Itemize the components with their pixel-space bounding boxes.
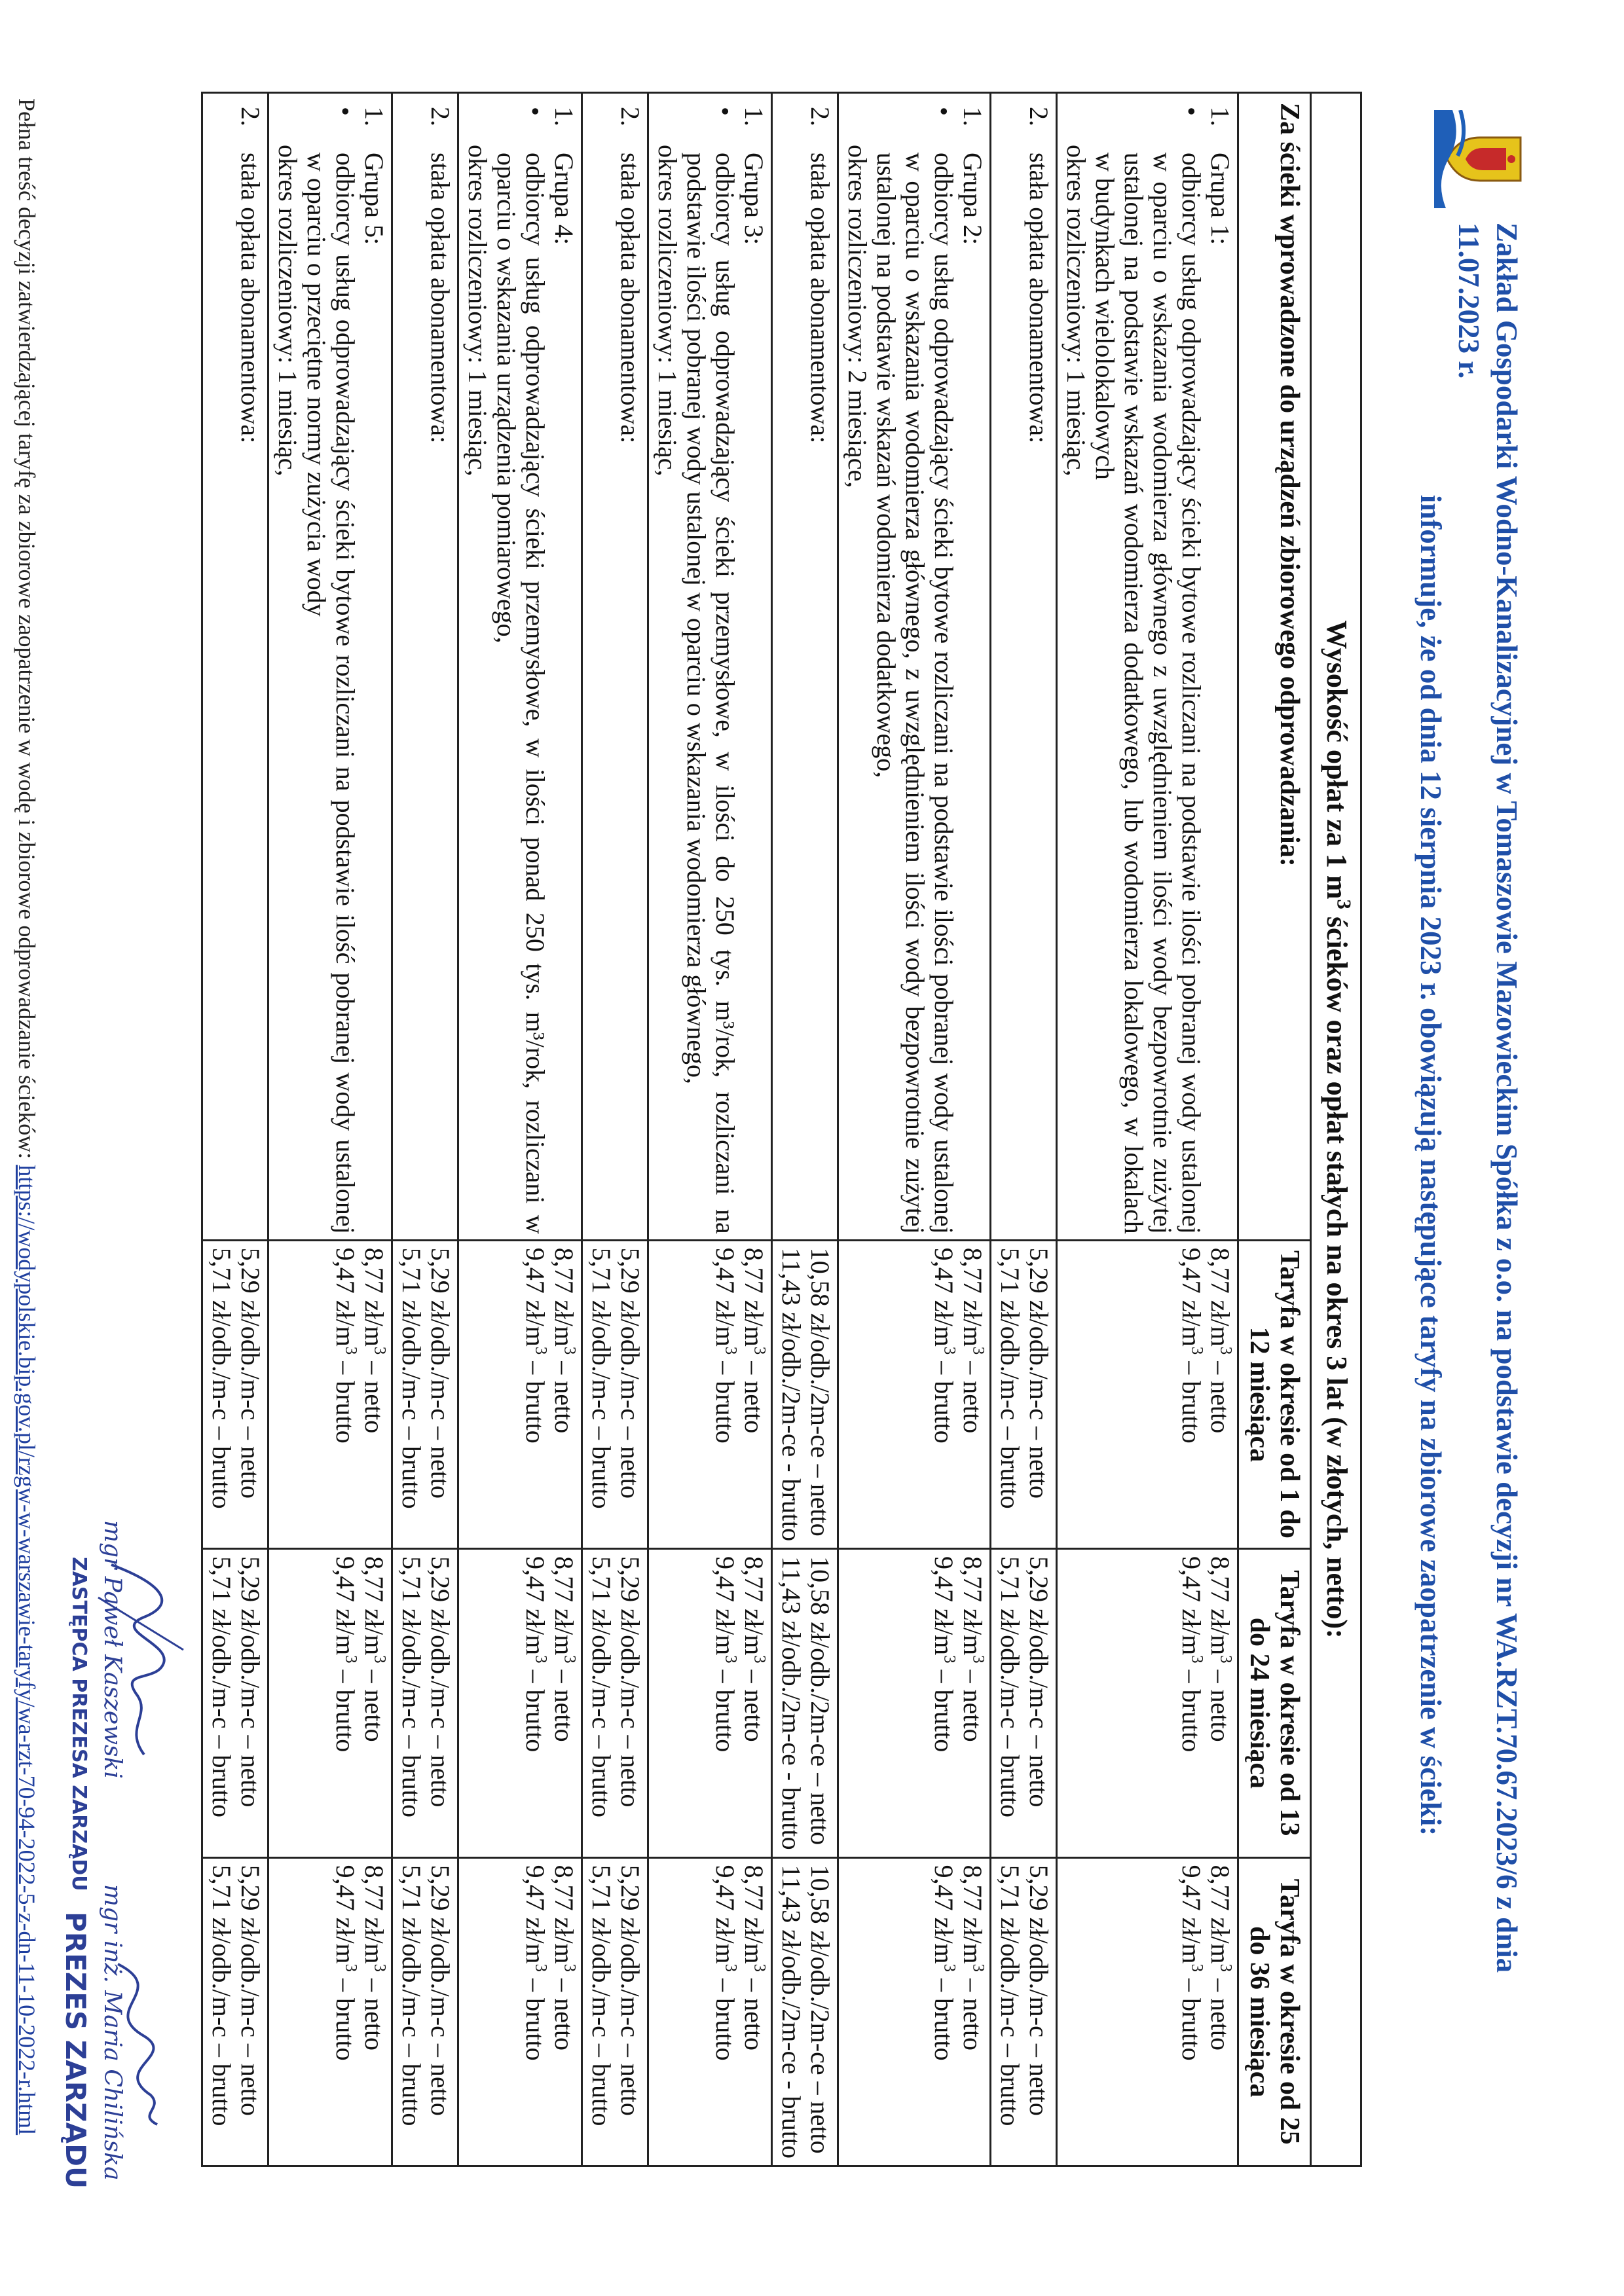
group-row bbox=[838, 93, 991, 2166]
fee-cell-period-3: 10,58 zł/odb./2m-ce – netto 11,43 zł/odb./2m-ce - brutto bbox=[772, 1857, 838, 2166]
group-description-cell: 1. Grupa 3: • odbiorcy usług odprowadzający ścieki przemysłowe, w ilości do 250 tys. m³/rok, rozliczani na podstawie ilości pobranej wody ustalonej w oparciu o wskazania wodomierza głównego, okres rozliczeniowy: 1 miesiąc, bbox=[648, 93, 772, 1241]
group-row bbox=[1057, 93, 1238, 2166]
fee-row bbox=[772, 93, 838, 2166]
fee-cell-period-1: 5,29 zł/odb./m-c – netto 5,71 zł/odb./m-c – brutto bbox=[202, 1240, 268, 1548]
fee-cell-period-2: 10,58 zł/odb./2m-ce – netto 11,43 zł/odb./2m-ce - brutto bbox=[772, 1549, 838, 1857]
table-caption: Wysokość opłat za 1 $m^3$ ścieków oraz opłat stałych na okres 3 lat (w złotych, netto): bbox=[1311, 93, 1361, 2166]
rate-cell-period-3: 8,77 $zł/m^3$ – netto 9,47 $zł/m^3$ – brutto bbox=[458, 1857, 582, 2166]
footer-text: Pełna treść decyzji zatwierdzającej taryfę za zbiorowe zaopatrzenie w wodę i zbiorowe odprowadzanie ścieków: bbox=[14, 98, 40, 1165]
tariff-table bbox=[201, 92, 1362, 2167]
fee-label-cell: 2. stała opłata abonamentowa: bbox=[772, 93, 838, 1241]
fee-cell-period-3: 5,29 zł/odb./m-c – netto 5,71 zł/odb./m-c – brutto bbox=[202, 1857, 268, 2166]
rate-cell-period-1: 8,77 $zł/m^3$ – netto 9,47 $zł/m^3$ – brutto bbox=[458, 1240, 582, 1548]
col-header-1: Taryfa w okresie od 1 do 12 miesiąca bbox=[1238, 1240, 1311, 1548]
rate-cell-period-1: 8,77 $zł/m^3$ – netto 9,47 $zł/m^3$ – brutto bbox=[268, 1240, 392, 1548]
stamp-deputy-title: ZASTĘPCA PREZESA ZARZĄDU bbox=[67, 1557, 90, 1891]
rate-cell-period-2: 8,77 $zł/m^3$ – netto 9,47 $zł/m^3$ – brutto bbox=[648, 1549, 772, 1857]
signature-deputy bbox=[92, 1558, 190, 1781]
rate-cell-period-2: 8,77 $zł/m^3$ – netto 9,47 $zł/m^3$ – brutto bbox=[1057, 1549, 1238, 1857]
group-description-cell: 1. Grupa 1: • odbiorcy usług odprowadzający ścieki bytowe rozliczani na podstawie ilości pobranej wody ustalonej w oparciu o wskazania wodomierza głównego z uwzględnieniem ilości wody bezpowrotnie zużytej ustalonej na podstawie wskazań wodomierza dodatkowego, lub wodomierza lokalowego, w lokalach w budynkach wielolokalowych okres rozliczeniowy: 1 miesiąc, bbox=[1057, 93, 1238, 1241]
section-title: Za ścieki wprowadzone do urządzeń zbiorowego odprowadzania: bbox=[1238, 93, 1311, 1241]
fee-label-cell: 2. stała opłata abonamentowa: bbox=[991, 93, 1057, 1241]
fee-cell-period-3: 5,29 zł/odb./m-c – netto 5,71 zł/odb./m-c – brutto bbox=[582, 1857, 648, 2166]
fee-cell-period-3: 5,29 zł/odb./m-c – netto 5,71 zł/odb./m-c – brutto bbox=[991, 1857, 1057, 2166]
fee-row bbox=[582, 93, 648, 2166]
group-row bbox=[268, 93, 392, 2166]
col-header-3: Taryfa w okresie od 25 do 36 miesiąca bbox=[1238, 1857, 1311, 2166]
rate-cell-period-3: 8,77 $zł/m^3$ – netto 9,47 $zł/m^3$ – brutto bbox=[838, 1857, 991, 2166]
fee-cell-period-2: 5,29 zł/odb./m-c – netto 5,71 zł/odb./m-c – brutto bbox=[582, 1549, 648, 1857]
fee-cell-period-1: 10,58 zł/odb./2m-ce – netto 11,43 zł/odb./2m-ce - brutto bbox=[772, 1240, 838, 1548]
rate-cell-period-3: 8,77 $zł/m^3$ – netto 9,47 $zł/m^3$ – brutto bbox=[1057, 1857, 1238, 2166]
stamp-deputy-name: mgr Paweł Kaszewski bbox=[99, 1520, 126, 1779]
fee-row bbox=[392, 93, 458, 2166]
fee-cell-period-3: 5,29 zł/odb./m-c – netto 5,71 zł/odb./m-c – brutto bbox=[392, 1857, 458, 2166]
header-line-1: Zakład Gospodarki Wodno-Kanalizacyjnej w Tomaszowie Mazowieckim Spółka z o.o. na podstawie decyzji nr WA.RZT.70.67.2023/6 z dnia 11.07.2023 r. bbox=[1452, 223, 1523, 1973]
fee-cell-period-2: 5,29 zł/odb./m-c – netto 5,71 zł/odb./m-c – brutto bbox=[392, 1549, 458, 1857]
fee-row bbox=[991, 93, 1057, 2166]
fee-row bbox=[202, 93, 268, 2166]
table-body bbox=[202, 93, 1238, 2166]
rate-cell-period-3: 8,77 $zł/m^3$ – netto 9,47 $zł/m^3$ – brutto bbox=[648, 1857, 772, 2166]
group-row bbox=[458, 93, 582, 2166]
rate-cell-period-1: 8,77 $zł/m^3$ – netto 9,47 $zł/m^3$ – brutto bbox=[1057, 1240, 1238, 1548]
decision-link[interactable]: https://wodypolskie.bip.gov.pl/rzgw-w-warszawie-taryfy/wa-rzt-70-94-2022-5-z-dn-11-10-2022-r.html bbox=[14, 1165, 40, 2136]
group-row bbox=[648, 93, 772, 2166]
stamp-president-title: PREZES ZARZĄDU bbox=[60, 1912, 92, 2189]
rate-cell-period-2: 8,77 $zł/m^3$ – netto 9,47 $zł/m^3$ – brutto bbox=[838, 1549, 991, 1857]
col-header-2: Taryfa w okresie od 13 do 24 miesiąca bbox=[1238, 1549, 1311, 1857]
header bbox=[1412, 223, 1526, 2108]
footer bbox=[13, 98, 41, 2135]
rate-cell-period-1: 8,77 $zł/m^3$ – netto 9,47 $zł/m^3$ – brutto bbox=[648, 1240, 772, 1548]
company-logo bbox=[1434, 110, 1526, 208]
fee-label-cell: 2. stała opłata abonamentowa: bbox=[202, 93, 268, 1241]
rate-cell-period-2: 8,77 $zł/m^3$ – netto 9,47 $zł/m^3$ – brutto bbox=[268, 1549, 392, 1857]
fee-cell-period-1: 5,29 zł/odb./m-c – netto 5,71 zł/odb./m-c – brutto bbox=[582, 1240, 648, 1548]
group-description-cell: 1. Grupa 4: • odbiorcy usług odprowadzający ścieki przemysłowe, w ilości ponad 250 tys. m³/rok, rozliczani w oparciu o wskazania urządzenia pomiarowego, okres rozliczeniowy: 1 miesiąc, bbox=[458, 93, 582, 1241]
fee-cell-period-2: 5,29 zł/odb./m-c – netto 5,71 zł/odb./m-c – brutto bbox=[991, 1549, 1057, 1857]
rate-cell-period-2: 8,77 $zł/m^3$ – netto 9,47 $zł/m^3$ – brutto bbox=[458, 1549, 582, 1857]
signature-president bbox=[92, 1958, 183, 2128]
fee-cell-period-2: 5,29 zł/odb./m-c – netto 5,71 zł/odb./m-c – brutto bbox=[202, 1549, 268, 1857]
fee-label-cell: 2. stała opłata abonamentowa: bbox=[582, 93, 648, 1241]
fee-label-cell: 2. stała opłata abonamentowa: bbox=[392, 93, 458, 1241]
group-description-cell: 1. Grupa 2: • odbiorcy usług odprowadzający ścieki bytowe rozliczani na podstawie ilości pobranej wody ustalonej w oparciu o wskazania wodomierza głównego, z uwzględnieniem ilości wody bezpowrotnie zużytej ustalonej na podstawie wskazań wodomierza dodatkowego, okres rozliczeniowy: 2 miesiące, bbox=[838, 93, 991, 1241]
rate-cell-period-3: 8,77 $zł/m^3$ – netto 9,47 $zł/m^3$ – brutto bbox=[268, 1857, 392, 2166]
header-line-2: informuje, że od dnia 12 sierpnia 2023 r. obowiązują następujące taryfy na zbiorowe zaopatrzenie w ścieki: bbox=[1414, 494, 1447, 1836]
rate-cell-period-1: 8,77 $zł/m^3$ – netto 9,47 $zł/m^3$ – brutto bbox=[838, 1240, 991, 1548]
fee-cell-period-1: 5,29 zł/odb./m-c – netto 5,71 zł/odb./m-c – brutto bbox=[392, 1240, 458, 1548]
stamp-president-name: mgr inż. Maria Chilińska bbox=[99, 1884, 126, 2181]
fee-cell-period-1: 5,29 zł/odb./m-c – netto 5,71 zł/odb./m-c – brutto bbox=[991, 1240, 1057, 1548]
group-description-cell: 1. Grupa 5: • odbiorcy usług odprowadzający ścieki bytowe rozliczani na podstawie ilość pobranej wody ustalonej w oparciu o przeciętne normy zużycia wody okres rozliczeniowy: 1 miesiąc, bbox=[268, 93, 392, 1241]
